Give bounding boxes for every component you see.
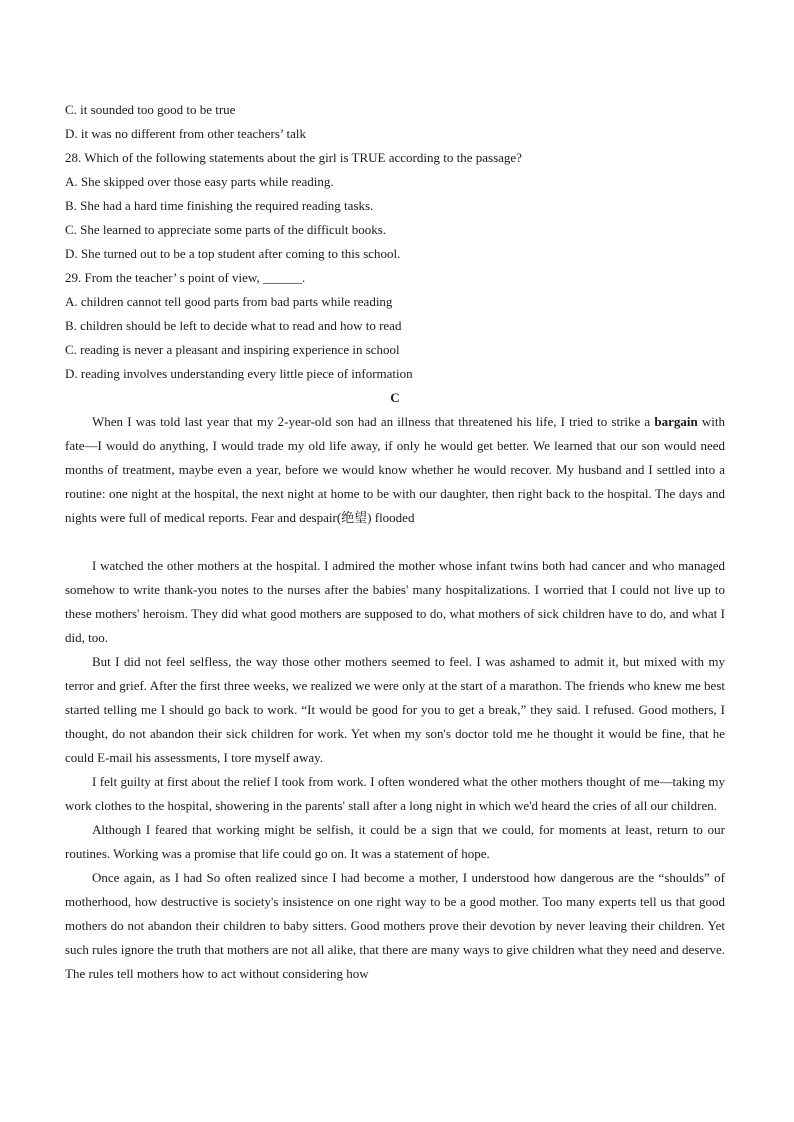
q29-option-b: B. children should be left to decide what to read and how to read (65, 318, 402, 333)
passage-c-paragraph-3: But I did not feel selfless, the way those other mothers seemed to feel. I was ashamed to admit it, but mixed with my terror and grief. After the first three weeks, we realized we were only at the start of a marathon. The friends who knew me best started telling me I should go back to work. “It would be good for you to get a break,” they said. I refused. Good mothers, I thought, do not abandon their sick children for work. Yet when my son's doctor told me he thought it would be fine, that he could E-mail his assessments, I tore myself away. (65, 654, 725, 765)
paragraph-1-text-b: with fate—I would do anything, I would trade my old life away, if only he would get better. We learned that our son would need months of treatment, maybe even a year, before we would know whether he would recover. My husband and I settled into a routine: one night at the hospital, the next night at home to be with our daughter, then right back to the hospital. The days and nights were full of medical reports. Fear and despair(绝望) flooded (65, 414, 725, 525)
passage-c-label: C (390, 390, 400, 405)
q29-option-d: D. reading involves understanding every little piece of information (65, 366, 413, 381)
passage-c-paragraph-5: Although I feared that working might be selfish, it could be a sign that we could, for moments at least, return to our routines. Working was a promise that life could go on. It was a statement of hope. (65, 822, 725, 861)
q29-stem: 29. From the teacher’ s point of view, ______. (65, 270, 306, 285)
paragraph-gap (65, 530, 725, 554)
passage-c-paragraph-1 (65, 410, 725, 530)
passage-c-paragraph-2: I watched the other mothers at the hospital. I admired the mother whose infant twins both had cancer and who managed somehow to write thank-you notes to the nurses after the babies' many hospitalizations. I worried that I could not live up to these mothers' heroism. They did what good mothers are supposed to do, what mothers of sick children have to do, and what I did, too. (65, 558, 725, 645)
q28-option-a: A. She skipped over those easy parts while reading. (65, 174, 334, 189)
q27-option-d: D. it was no different from other teachers’ talk (65, 126, 307, 141)
document-page (65, 98, 725, 986)
q27-option-c: C. it sounded too good to be true (65, 102, 236, 117)
q29-option-c: C. reading is never a pleasant and inspiring experience in school (65, 342, 400, 357)
q28-option-c: C. She learned to appreciate some parts of the difficult books. (65, 222, 387, 237)
q28-option-b: B. She had a hard time finishing the required reading tasks. (65, 198, 374, 213)
q28-option-d: D. She turned out to be a top student after coming to this school. (65, 246, 401, 261)
paragraph-1-text-a: When I was told last year that my 2-year-old son had an illness that threatened his life, I tried to strike a (92, 414, 655, 429)
passage-c-paragraph-4: I felt guilty at first about the relief I took from work. I often wondered what the other mothers thought of me—taking my work clothes to the hospital, showering in the parents' stall after a long night in which we'd heard the cries of all our children. (65, 774, 725, 813)
passage-c-paragraph-6: Once again, as I had So often realized since I had become a mother, I understood how dangerous are the “shoulds” of motherhood, how destructive is society's insistence on one right way to be a good mother. Too many experts tell us that good mothers do not abandon their children to baby sitters. Good mothers prove their devotion by never leaving their children. Yet such rules ignore the truth that mothers are not all alike, that there are many ways to give children what they need and deserve. The rules tell mothers how to act without considering how (65, 870, 725, 981)
bargain-bold-word: bargain (654, 414, 698, 429)
q29-option-a: A. children cannot tell good parts from bad parts while reading (65, 294, 393, 309)
q28-stem: 28. Which of the following statements about the girl is TRUE according to the passage? (65, 150, 522, 165)
